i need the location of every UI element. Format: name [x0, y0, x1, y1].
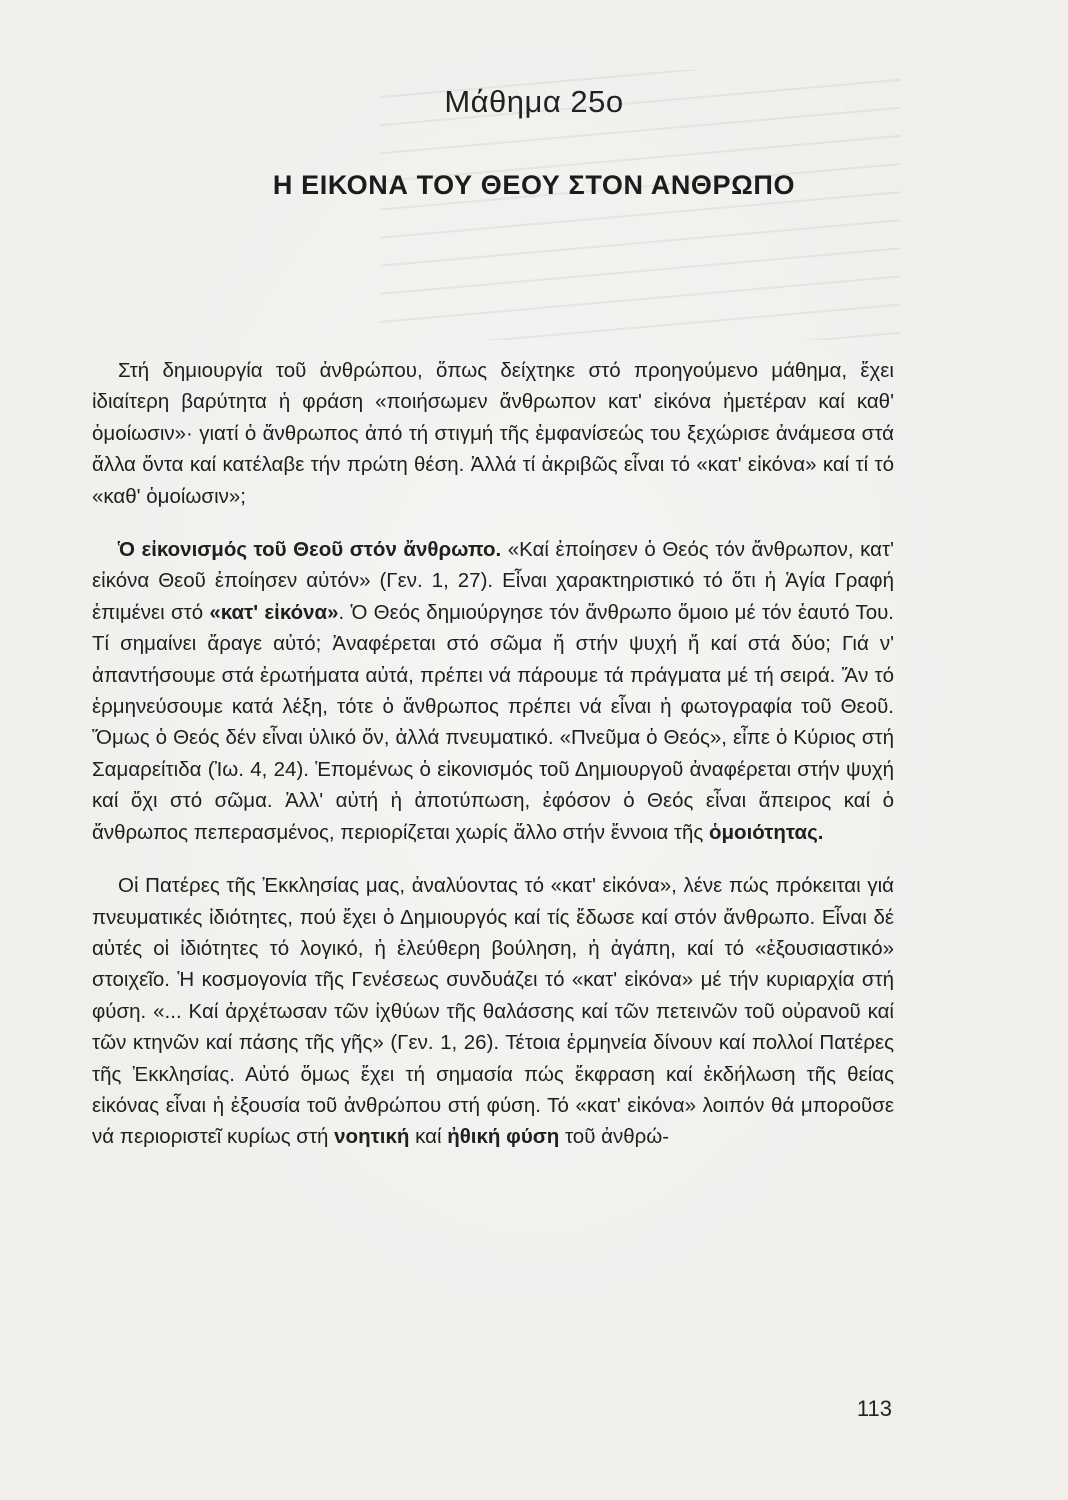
paragraph-2-text-b: . Ὁ Θεός δημιούργησε τόν ἄνθρωπο ὅμοιο μέ τόν ἑαυτό Του. Τί σημαίνει ἄραγε αὐτό; Ἀναφέρεται στό σῶμα ἤ στήν ψυχή ἤ καί στά δύο; Γιά ν' ἀπαντήσουμε στά ἐρωτήματα αὐτά, πρέπει νά πάρουμε τά πράγματα μέ τή σειρά. Ἄν τό ἑρμηνεύσουμε κατά λέξη, τότε ὁ ἄνθρωπος πρέπει νά εἶναι ἡ φωτογραφία τοῦ Θεοῦ. Ὅμως ὁ Θεός δέν εἶναι ὑλικό ὄν, ἀλλά πνευματικό. «Πνεῦμα ὁ Θεός», εἶπε ὁ Κύριος στή Σαμαρείτιδα (Ἰω. 4, 24). Ἑπομένως ὁ εἰκονισμός τοῦ Δημιουργοῦ ἀναφέρεται στήν ψυχή καί ὄχι στό σῶμα. Ἀλλ' αὐτή ἡ ἀποτύπωση, ἐφόσον ὁ Θεός εἶναι ἄπειρος καί ὁ ἄνθρωπος πεπερασμένος, περιορίζεται χωρίς ἄλλο στήν ἔννοια τῆς [92, 600, 895, 844]
emphasis-omoiotitas: ὁμοιότητας. [708, 820, 824, 844]
section-heading-inline: Ὁ εἰκονισμός τοῦ Θεοῦ στόν ἄνθρωπο. [118, 538, 502, 562]
paragraph-1-text: Στή δημιουργία τοῦ ἀνθρώπου, ὅπως δείχτηκε στό προηγούμενο μάθημα, ἔχει ἰδιαίτερη βαρύτητα ἡ φράση «ποιήσωμεν ἄνθρωπον κατ' εἰκόνα ἡμετέραν καί καθ' ὁμοίωσιν»· γιατί ὁ ἄνθρωπος ἀπό τή στιγμή τῆς ἐμφανίσεώς του ξεχώρισε ἀνάμεσα στά ἄλλα ὄντα καί κατέλαβε τήν πρώτη θέση. Ἀλλά τί ἀκριβῶς εἶναι τό «κατ' εἰκόνα» καί τί τό «καθ' ὁμοίωσιν»; [92, 359, 894, 508]
paragraph-3-text-c: τοῦ ἀνθρώ- [559, 1125, 670, 1149]
lesson-title: Μάθημα 25ο [444, 84, 624, 119]
paragraph-2-text-a: «Καί ἐποίησεν ὁ Θεός τόν ἄνθρωπον, κατ' εἰκόνα Θεοῦ ἐποίησεν αὐτόν» (Γεν. 1, 27). Εἶναι χαρακτηριστικό τό ὅτι ἡ Ἁγία Γραφή ἐπιμένει στό [92, 538, 894, 624]
paragraph-2 [92, 534, 894, 848]
paragraph-3-text-b: καί [409, 1125, 448, 1149]
paragraph-3 [92, 870, 894, 1153]
emphasis-noitiki: νοητική [334, 1125, 410, 1149]
paragraph-3-text-a: Οἱ Πατέρες τῆς Ἐκκλησίας μας, ἀναλύοντας τό «κατ' εἰκόνα», λένε πώς πρόκειται γιά πνευματικές ἰδιότητες, πού ἔχει ὁ Δημιουργός καί τίς ἔδωσε καί στόν ἄνθρωπο. Εἶναι δέ αὐτές οἱ ἰδιότητες τό λογικό, ἡ ἐλεύθερη βούληση, ἡ ἀγάπη, καί τό «ἐξουσιαστικό» στοιχεῖο. Ἡ κοσμογονία τῆς Γενέσεως συνδυάζει τό «κατ' εἰκόνα» μέ τήν κυριαρχία στή φύση. «... Καί ἀρχέτωσαν τῶν ἰχθύων τῆς θαλάσσης καί τῶν πετεινῶν τοῦ οὐρανοῦ καί τῶν κτηνῶν καί πάσης τῆς γῆς» (Γεν. 1, 26). Τέτοια ἑρμηνεία δίνουν καί πολλοί Πατέρες τῆς Ἐκκλησίας. Αὐτό ὅμως ἔχει τή σημασία πώς ἔκφραση καί ἐκδήλωση τῆς θείας εἰκόνας εἶναι ἡ ἐξουσία τοῦ ἀνθρώπου στή φύση. Τό «κατ' εἰκόνα» λοιπόν θά μποροῦσε νά περιοριστεῖ κυρίως στή [92, 874, 894, 1149]
paragraph-1 [92, 355, 894, 512]
body-text [92, 355, 894, 1175]
lesson-subtitle: Η ΕΙΚΟΝΑ ΤΟΥ ΘΕΟΥ ΣΤΟΝ ΑΝΘΡΩΠΟ [272, 170, 796, 200]
emphasis-ithiki-fysi: ἠθική φύση [447, 1125, 560, 1149]
emphasis-kat-eikona: «κατ' εἰκόνα» [209, 600, 339, 624]
page-number: 113 [856, 1396, 892, 1421]
